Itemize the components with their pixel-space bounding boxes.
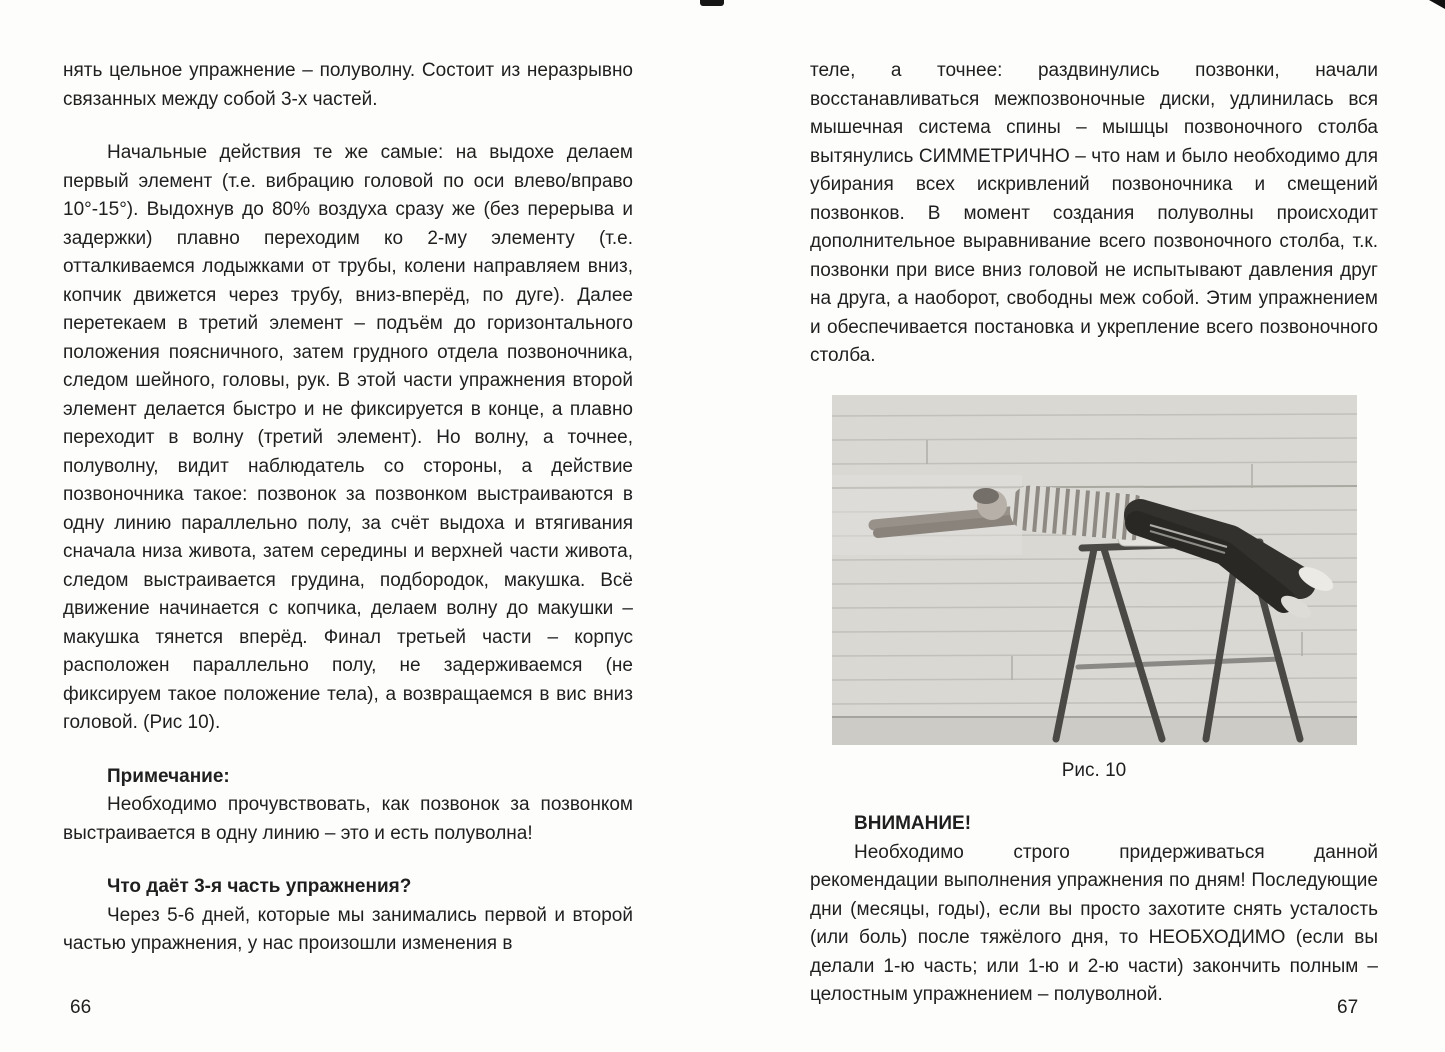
page-left bbox=[63, 57, 633, 959]
page-right bbox=[810, 57, 1378, 1010]
page-number-right: 67 bbox=[1337, 997, 1359, 1018]
figure-caption: Рис. 10 bbox=[1061, 759, 1127, 781]
section-heading-attention: ВНИМАНИЕ! bbox=[854, 813, 972, 834]
paragraph-note: Необходимо прочувствовать, как позвонок за позвонком выстраивается в одну линию – это и есть полуволна! bbox=[63, 794, 633, 844]
page-number-left: 66 bbox=[70, 997, 92, 1018]
section-heading-note: Примечание: bbox=[107, 765, 230, 787]
paragraph-question: Через 5-6 дней, которые мы занимались первой и второй частью упражнения, у нас произошли изменения в bbox=[63, 904, 633, 954]
paragraph-main: Начальные действия те же самые: на выдохе делаем первый элемент (т.е. вибрацию головой по оси влево/вправо 10°-15°). Выдохнув до 80% воздуха сразу же (без перерыва и задержки) плавно переходим ко 2-му элементу (т.е. отталкиваемся лодыжками от трубы, колени направляем вниз, копчик движется через трубу, вниз-вперёд, по дуге). Далее перетекаем в третий элемент – подъём до горизонтального положения поясничного, затем грудного отдела позвоночника, следом шейного, головы, рук. В этой части упражнения второй элемент делается быстро и не фиксируется в конце, а плавно переходит в волну (третий элемент). Но волну, а точнее, полуволну, видит наблюдатель со стороны, а действие позвоночника такое: позвонок за позвонком выстраиваются в одну линию параллельно полу, за счёт выдоха и втягивания сначала низа живота, затем середины и верхней части живота, следом выстраивается грудина, подбородок, макушка. Всё движение начинается с копчика, делаем волну до макушки – макушка тянется вперёд. Финал третьей части – корпус расположен параллельно полу, не задерживаемся (не фиксируем такое положение тела), а возвращаемся в вис вниз головой. (Рис 10). bbox=[63, 142, 633, 733]
paragraph-intro: нять цельное упражнение – полуволну. Состоит из неразрывно связанных между собой 3-х частей. bbox=[63, 60, 633, 110]
exercise-photo bbox=[832, 395, 1357, 745]
scan-artifact bbox=[700, 0, 724, 6]
section-heading-question: Что даёт 3-я часть упражнения? bbox=[107, 876, 412, 897]
photo-hair bbox=[973, 488, 999, 504]
figure-10 bbox=[832, 395, 1357, 786]
photo-floor bbox=[832, 717, 1357, 745]
paragraph-continuation: теле, а точнее: раздвинулись позвонки, начали восстанавливаться межпозвоночные диски, удлинилась вся мышечная система спины – мышцы позвоночного столба вытянулись СИММЕТРИЧНО – что нам и было необходимо для убирания всех искривлений позвоночника и смещений позвонков. В момент создания полуволны происходит дополнительное выравнивание всего позвоночного столба, т.к. позвонки при висе вниз головой не испытывают давления друг на друга, а наоборот, свободны меж собой. Этим упражнением и обеспечивается постановка и укрепление всего позвоночного столба. bbox=[810, 60, 1378, 366]
scan-artifact-corner bbox=[1429, 0, 1445, 9]
paragraph-attention: Необходимо строго придерживаться данной рекомендации выполнения упражнения по дням! Последующие дни (месяцы, годы), если вы просто захотите снять усталость (или боль) после тяжёлого дня, то НЕОБХОДИМО (если вы делали 1-ю часть; или 1-ю и 2-ю части) закончить полным – целостным упражнением – полуволной. bbox=[810, 841, 1378, 1005]
